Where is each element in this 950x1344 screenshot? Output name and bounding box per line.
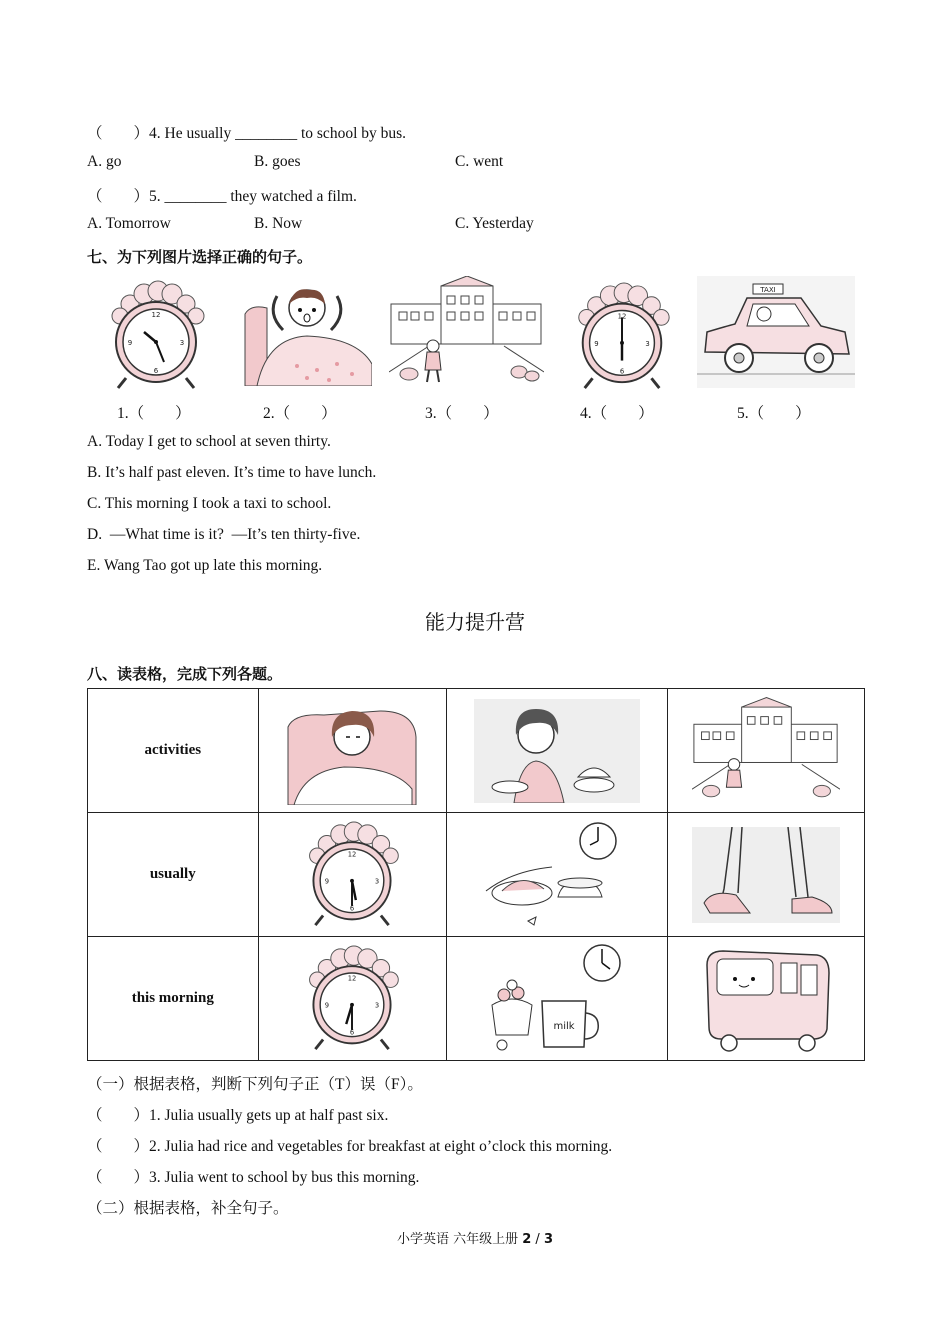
svg-text:3: 3 [179,339,185,347]
q4-option-a: A. go [87,153,122,170]
table-row [88,937,865,1061]
svg-text:9: 9 [325,1001,330,1010]
q5-option-a: A. Tomorrow [87,215,171,232]
sentence-option-b: B. It’s half past eleven. It’s time to have lunch. [87,464,377,481]
footer-page-number: 2 [522,1232,532,1247]
school-walking-picture-2 [692,697,840,805]
school-walking-picture-1 [389,276,544,388]
svg-text:9: 9 [594,339,599,348]
q5-option-b: B. Now [254,215,303,232]
page-footer [0,1228,950,1247]
question-4: （ ）4. He usually ________ to school by bus. [87,125,407,142]
svg-text:12: 12 [617,312,627,321]
girl-in-bed-picture [284,697,420,805]
sentence-option-c: C. This morning I took a taxi to school. [87,495,332,512]
picture-label-3: 3.（ ） [425,405,499,422]
sentence-option-e: E. Wang Tao got up late this morning. [87,557,323,574]
breakfast-usually-picture [482,821,632,929]
part-2-title: （二）根据表格，补全句子。 [87,1200,289,1217]
picture-label-1: 1.（ ） [117,405,191,422]
taxi-picture [697,276,855,388]
sentence-option-d: D. —What time is it? —It’s ten thirty-five. [87,526,361,543]
judgement-item-2: （ ）2. Julia had rice and vegetables for breakfast at eight o’clock this morning. [87,1138,613,1155]
alarm-clock-picture-2 [567,282,677,392]
table-row [88,813,865,937]
footer-separator: / [531,1232,544,1247]
alarm-clock-usually-picture [298,821,406,929]
section-8-title: 八、读表格，完成下列各题。 [87,665,283,683]
svg-text:6: 6 [619,367,625,376]
q5-option-c: C. Yesterday [455,215,534,232]
sentence-option-a: A. Today I get to school at seven thirty. [87,433,331,450]
judgement-item-3: （ ）3. Julia went to school by bus this morning. [87,1169,420,1186]
footer-page-total: 3 [543,1232,553,1247]
svg-text:12: 12 [348,850,357,859]
part-1-title: （一）根据表格，判断下列句子正（T）误（F）。 [87,1076,423,1093]
svg-text:9: 9 [127,339,133,347]
bus-picture [699,945,833,1053]
alarm-clock-picture-1 [100,280,212,392]
svg-text:12: 12 [348,974,357,983]
svg-text:3: 3 [645,339,650,348]
svg-text:3: 3 [375,1001,380,1010]
girl-eating-breakfast-picture [474,699,640,803]
q4-option-c: C. went [455,153,504,170]
boy-waking-up-picture [237,274,372,386]
breakfast-this-morning-picture [482,943,632,1055]
table-row [88,689,865,813]
section-7-title: 七、为下列图片选择正确的句子。 [87,248,313,266]
svg-text:9: 9 [325,877,330,886]
svg-text:6: 6 [153,367,159,375]
row-header-this-morning: this morning [88,937,259,1061]
row-header-activities: activities [88,689,259,813]
section-heading: 能力提升营 [425,610,525,634]
picture-label-2: 2.（ ） [263,405,337,422]
activities-table [87,688,865,1061]
question-5: （ ）5. ________ they watched a film. [87,188,357,205]
q4-option-b: B. goes [254,153,301,170]
svg-text:6: 6 [350,1028,355,1037]
picture-label-5: 5.（ ） [737,405,811,422]
svg-text:6: 6 [350,904,355,913]
judgement-item-1: （ ）1. Julia usually gets up at half past six. [87,1107,389,1124]
walking-feet-picture [692,827,840,923]
milk-label: milk [553,1020,575,1032]
row-header-usually: usually [88,813,259,937]
taxi-sign-text: TAXI [760,286,776,294]
footer-subject: 小学英语 六年级上册 [396,1232,523,1247]
svg-text:12: 12 [151,311,161,319]
alarm-clock-this-morning-picture [298,945,406,1053]
svg-text:3: 3 [375,877,380,886]
picture-label-4: 4.（ ） [580,405,654,422]
